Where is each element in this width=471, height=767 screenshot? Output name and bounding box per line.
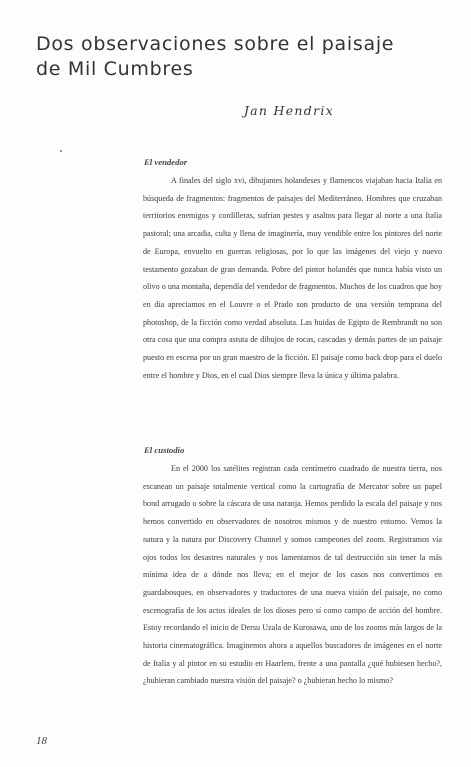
decorative-dot — [60, 150, 62, 152]
title-line-1: Dos observaciones sobre el paisaje — [36, 33, 395, 55]
paragraph: En el 2000 los satélites registran cada centímetro cuadrado de nuestra tierra, nos escanean un paisaje totalmente vertical como la cartografía de Mercator sobre un papel bond arrugado o sobre la cáscara de una naranja. Hemos perdido la escala del paisaje y nos hemos convertido en observadores de nosotros mismos y de nuestro entorno. Vemos la natura y la natura por Discovery Channel y somos campeones del zoom. Registramos vía ojos todos los desastres naturales y nos lamentamos de tal destrucción sin tener la más mínima idea de a dónde nos lleva; en el mejor de los casos nos convertimos en guardabosques, en observadores y traductores de una nueva visión del paisaje, no como escenografía de los actos ideales de los dioses pero sí como campo de acción del hombre. Estoy recordando el inicio de Dersu Uzala de Kurosawa, uno de los zooms más largos de la historia cinematográfica. Imaginemos ahora a aquellos buscadores de imágenes en el norte de Italia y al pintor en su estudio en Haarlem, frente a una pantalla ¿qué hubiesen hecho?, ¿hubieran cambiado nuestra visión del paisaje? o ¿hubieran hecho lo mismo? — [143, 464, 442, 686]
section-body-vendedor — [143, 172, 442, 384]
section-heading-custodio: El custodio — [144, 445, 185, 455]
page-number: 18 — [36, 735, 47, 747]
author-name: Jan Hendrix — [243, 103, 334, 118]
title-line-2: de Mil Cumbres — [36, 58, 194, 80]
section-heading-vendedor: El vendedor — [144, 157, 188, 167]
paragraph: A finales del siglo xvi, dibujantes holandeses y flamencos viajaban hacia Italia en búsqueda de fragmentos: fragmentos de paisajes del Mediterráneo. Hombres que cruzaban territorios enemigos y cordilleras, sufrían pestes y asaltos para llegar al norte a una Italia pastoral; una arcadia, culta y llena de imaginería, muy vendible entre los pintores del norte de Europa, envuelto en guerras religiosas, por lo que las imágenes del viejo y nuevo testamento gozaban de gran demanda. Pobre del pintor holandés que nunca había visto un olivo o una montaña, dependía del vendedor de fragmentos. Muchos de los cuadros que hoy en día apreciamos en el Louvre o el Prado son producto de una versión temprana del photoshop, de la ficción como verdad absoluta. Las huidas de Egipto de Rembrandt no son otra cosa que una compra astuta de dibujos de rocas, cascadas y demás partes de un paisaje puesto en escena por un gran maestro de la ficción. El paisaje como back drop para el duelo entre el hombre y Dios, en el cual Dios siempre lleva la única y última palabra. — [143, 176, 442, 380]
section-body-custodio — [143, 460, 442, 690]
article-title — [36, 32, 436, 82]
